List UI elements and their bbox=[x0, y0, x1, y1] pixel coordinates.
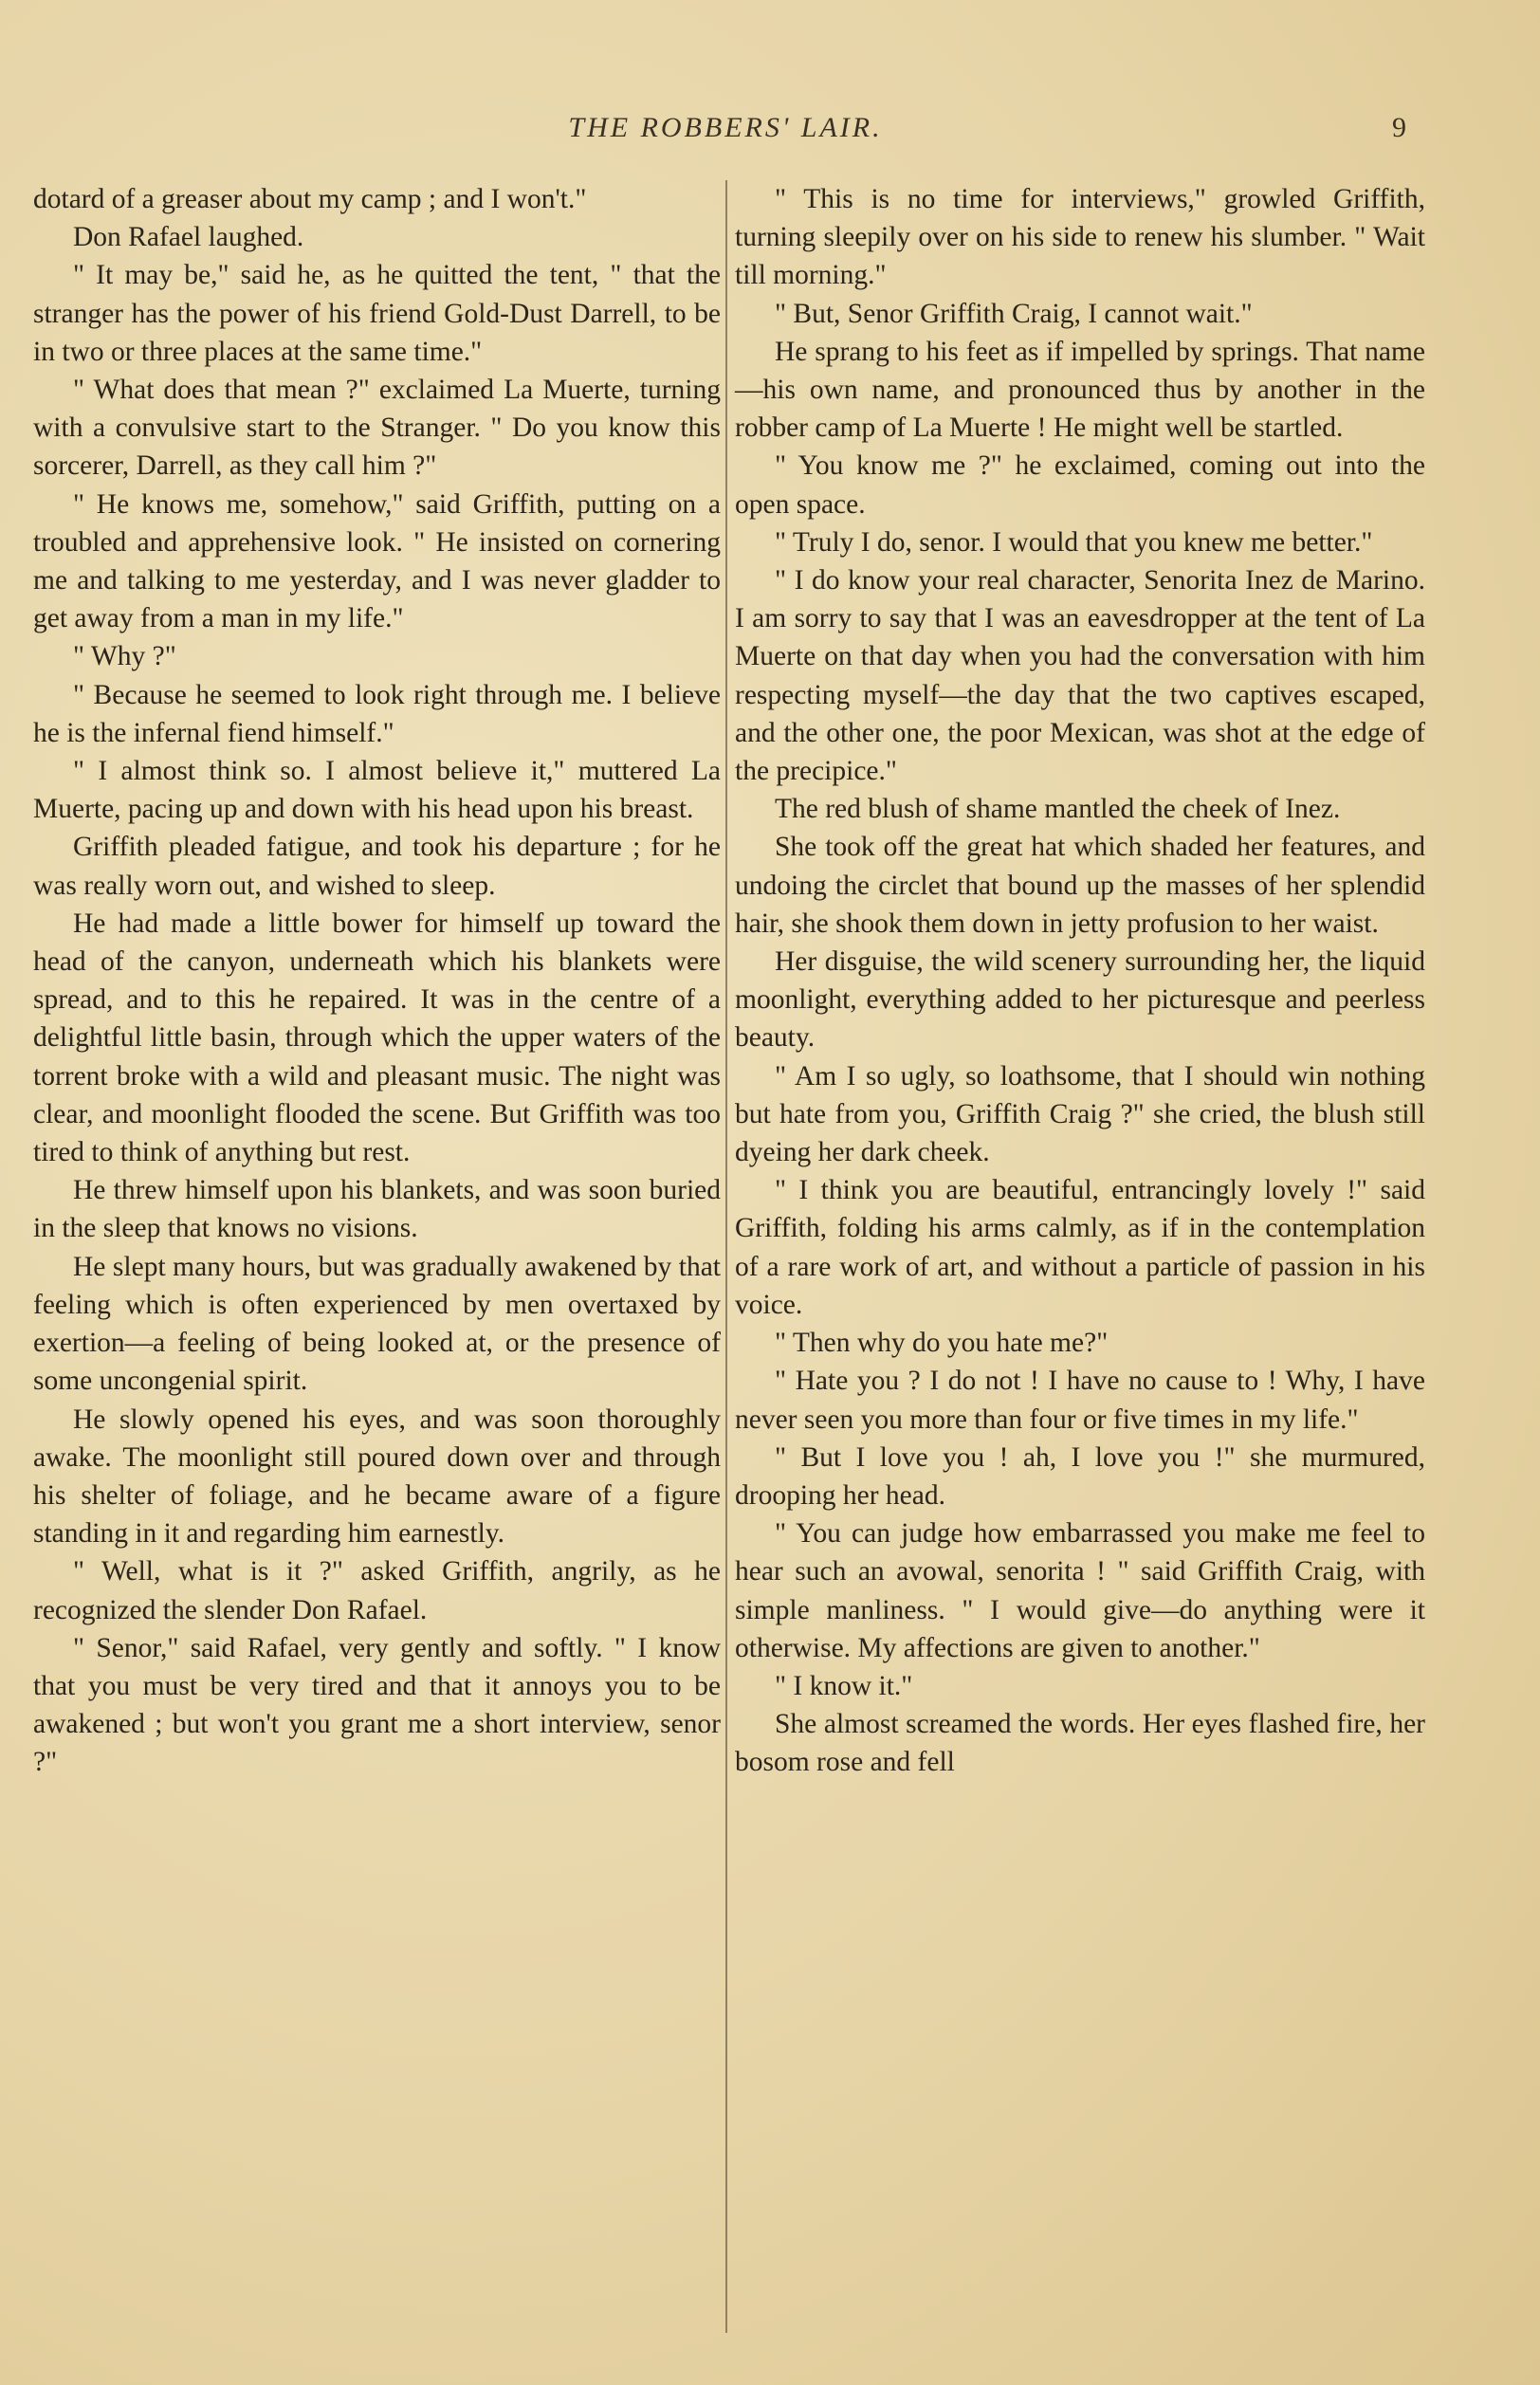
paragraph: " But I love you ! ah, I love you !" she murmured, drooping her head. bbox=[735, 1441, 1425, 1511]
paragraph: " But, Senor Griffith Craig, I cannot wait." bbox=[775, 298, 1253, 329]
paragraph: " What does that mean ?" exclaimed La Muerte, turning with a convulsive start to the Stranger. " Do you know this sorcerer, Darrell, as they call him ?" bbox=[33, 375, 721, 482]
paragraph: Her disguise, the wild scenery surrounding her, the liquid moonlight, everything added to her picturesque and peerless beauty. bbox=[735, 946, 1425, 1054]
paragraph: dotard of a greaser about my camp ; and I won't." bbox=[33, 184, 587, 214]
running-title: THE ROBBERS' LAIR. bbox=[568, 112, 883, 143]
paragraph: " I think you are beautiful, entrancingly lovely !" said Griffith, folding his arms calmly, as if in the contemplation of a rare work of art, and without a particle of passion in his voice. bbox=[735, 1175, 1425, 1320]
paragraph: He had made a little bower for himself up toward the head of the canyon, underneath which his blankets were spread, and to this he repaired. It was in the centre of a delightful little basin, through which the upper waters of the torrent broke with a wild and pleasant music. The night was clear, and moonlight flooded the scene. But Griffith was too tired to think of anything but rest. bbox=[33, 908, 721, 1168]
column-divider bbox=[725, 180, 727, 2333]
paragraph: " Senor," said Rafael, very gently and softly. " I know that you must be very tired and that it annoys you to be awakened ; but won't you grant me a short interview, senor ?" bbox=[33, 1632, 721, 1778]
paragraph: He slept many hours, but was gradually awakened by that feeling which is often experienced by men overtaxed by exertion—a feeling of being looked at, or the presence of some uncongenial spirit. bbox=[33, 1251, 721, 1397]
left-column bbox=[33, 180, 721, 1782]
paragraph: " Am I so ugly, so loathsome, that I should win nothing but hate from you, Griffith Craig ?" she cried, the blush still dyeing her dark cheek. bbox=[735, 1060, 1425, 1168]
paragraph: He threw himself upon his blankets, and was soon buried in the sleep that knows no visions. bbox=[33, 1175, 721, 1244]
paragraph: She took off the great hat which shaded her features, and undoing the circlet that bound up the masses of her splendid hair, she shook them down in jetty profusion to her waist. bbox=[735, 832, 1425, 939]
paragraph: " Truly I do, senor. I would that you knew me better." bbox=[775, 526, 1373, 558]
paragraph: " This is no time for interviews," growled Griffith, turning sleepily over on his side to renew his slumber. " Wait till morning." bbox=[735, 184, 1425, 291]
paragraph: The red blush of shame mantled the cheek of Inez. bbox=[775, 794, 1341, 825]
paragraph: " Then why do you hate me?" bbox=[775, 1328, 1109, 1359]
paragraph: " Hate you ? I do not ! I have no cause to ! Why, I have never seen you more than four or five times in my life." bbox=[735, 1366, 1425, 1435]
paragraph: " You can judge how embarrassed you make me feel to hear such an avowal, senorita ! " said Griffith Craig, with simple manliness. " I would give—do anything were it otherwise. My affections are given to another." bbox=[735, 1518, 1425, 1663]
paragraph: " It may be," said he, as he quitted the tent, " that the stranger has the power of his friend Gold-Dust Darrell, to be in two or three places at the same time." bbox=[33, 260, 721, 367]
paragraph: " Well, what is it ?" asked Griffith, angrily, as he recognized the slender Don Rafael. bbox=[33, 1556, 721, 1625]
paragraph: " Why ?" bbox=[73, 641, 176, 672]
paragraph: " I do know your real character, Senorita Inez de Marino. I am sorry to say that I was an eavesdropper at the tent of La Muerte on that day when you had the conversation with him respecting myself—the day that the two captives escaped, and the other one, the poor Mexican, was shot at the edge of the precipice." bbox=[735, 565, 1425, 787]
paragraph: She almost screamed the words. Her eyes flashed fire, her bosom rose and fell bbox=[735, 1709, 1425, 1778]
paragraph: He sprang to his feet as if impelled by springs. That name—his own name, and pronounced thus by another in the robber camp of La Muerte ! He might well be startled. bbox=[735, 336, 1425, 444]
page-header bbox=[0, 112, 1540, 159]
paragraph: " I know it." bbox=[775, 1670, 913, 1701]
paragraph: " You know me ?" he exclaimed, coming out into the open space. bbox=[735, 450, 1425, 520]
paragraph: " I almost think so. I almost believe it," muttered La Muerte, pacing up and down with his head upon his breast. bbox=[33, 756, 721, 825]
paragraph: Don Rafael laughed. bbox=[73, 222, 304, 253]
paragraph: " Because he seemed to look right through me. I believe he is the infernal fiend himself." bbox=[33, 679, 721, 748]
right-column bbox=[735, 180, 1425, 1782]
paragraph: He slowly opened his eyes, and was soon thoroughly awake. The moonlight still poured down over and through his shelter of foliage, and he became aware of a figure standing in it and regarding him earnestly. bbox=[33, 1403, 721, 1550]
page-number: 9 bbox=[1392, 112, 1406, 143]
paragraph: Griffith pleaded fatigue, and took his departure ; for he was really worn out, and wished to sleep. bbox=[33, 832, 721, 901]
paragraph: " He knows me, somehow," said Griffith, putting on a troubled and apprehensive look. " He insisted on cornering me and talking to me yesterday, and I was never gladder to get away from a man in my life." bbox=[33, 488, 721, 634]
